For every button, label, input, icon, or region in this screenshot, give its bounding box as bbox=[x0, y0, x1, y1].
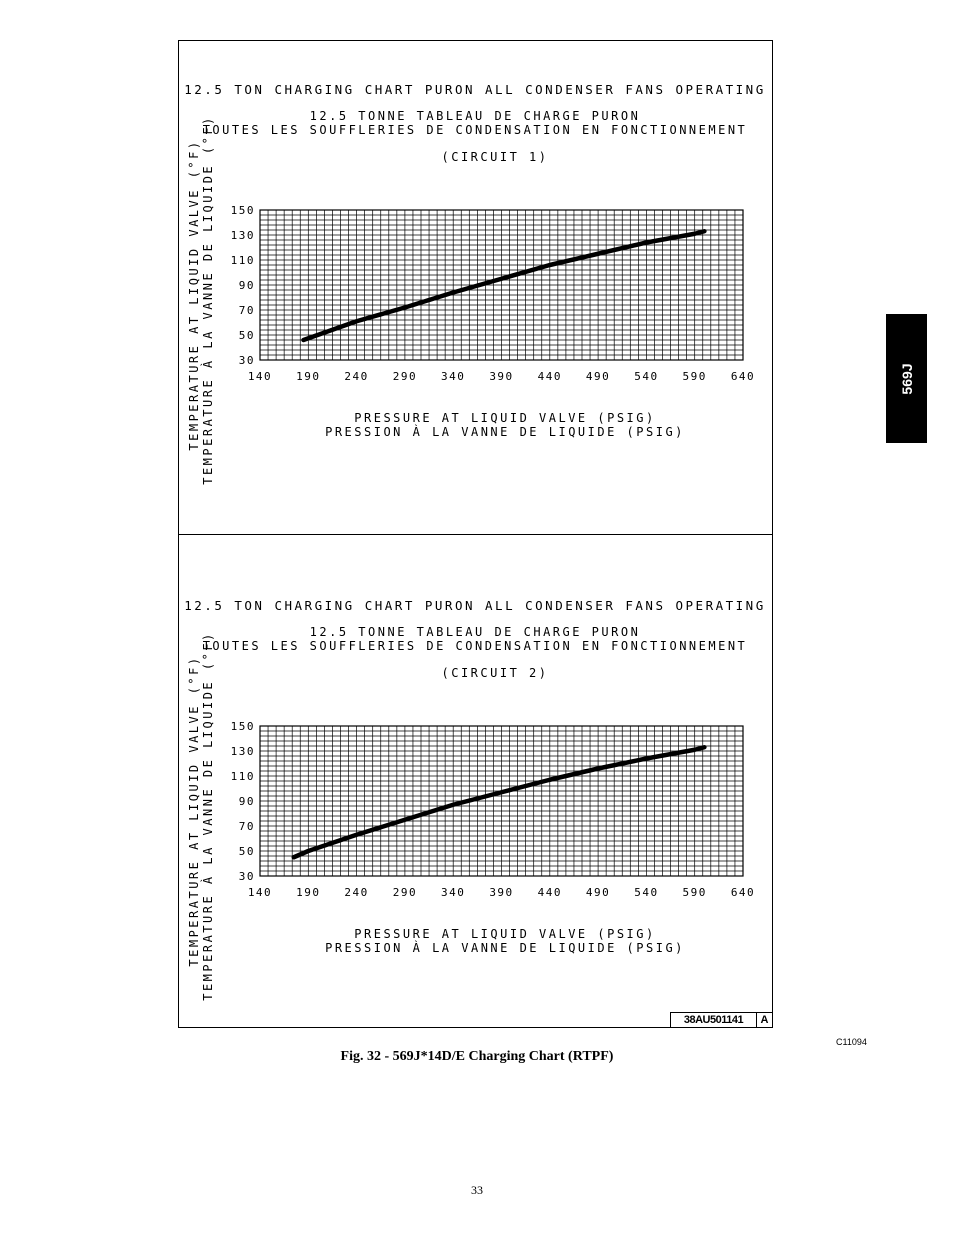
page-number: 33 bbox=[471, 1183, 483, 1197]
y-axis-label-fr: TEMPERATURE À LA VANNE DE LIQUIDE (°F) bbox=[201, 115, 215, 485]
y-axis-label: TEMPERATURE AT LIQUID VALVE (°F) bbox=[187, 139, 201, 451]
chart-subtitle-fr-1: 12.5 TONNE TABLEAU DE CHARGE PURON bbox=[309, 109, 641, 123]
x-axis-label: PRESSURE AT LIQUID VALVE (PSIG) bbox=[354, 927, 656, 941]
x-tick-label: 140 bbox=[247, 370, 273, 383]
chart-title: 12.5 TON CHARGING CHART PURON ALL CONDENSER FANS OPERATING bbox=[184, 82, 766, 97]
y-tick-label: 30 bbox=[238, 354, 255, 367]
chart-grid bbox=[260, 726, 743, 876]
chart-circuit-label: (CIRCUIT 1) bbox=[441, 150, 549, 164]
charging-chart-circuit-1 bbox=[178, 40, 773, 534]
y-tick-label: 110 bbox=[230, 770, 255, 783]
chart-circuit-label: (CIRCUIT 2) bbox=[441, 666, 549, 680]
chart-grid bbox=[260, 210, 743, 360]
y-tick-label: 90 bbox=[238, 279, 255, 292]
x-tick-label: 590 bbox=[682, 886, 707, 899]
chart-subtitle-fr-2: TOUTES LES SOUFFLERIES DE CONDENSATION EN FONCTIONNEMENT bbox=[202, 123, 748, 137]
x-tick-label: 140 bbox=[247, 886, 273, 899]
y-tick-label: 130 bbox=[230, 229, 255, 242]
y-tick-label: 130 bbox=[230, 745, 255, 758]
chart-panel-circuit-2 bbox=[178, 556, 773, 1050]
x-tick-label: 190 bbox=[296, 886, 321, 899]
x-tick-label: 390 bbox=[489, 370, 514, 383]
side-tab-label: 569J bbox=[898, 362, 915, 395]
figure-code: C11094 bbox=[836, 1037, 867, 1047]
y-tick-label: 110 bbox=[230, 254, 255, 267]
x-axis-label-fr: PRESSION À LA VANNE DE LIQUIDE (PSIG) bbox=[325, 941, 685, 955]
y-axis-label: TEMPERATURE AT LIQUID VALVE (°F) bbox=[187, 655, 201, 967]
chart-subtitle-fr-2: TOUTES LES SOUFFLERIES DE CONDENSATION EN FONCTIONNEMENT bbox=[202, 639, 748, 653]
y-tick-label: 150 bbox=[230, 204, 255, 217]
charging-curve bbox=[303, 231, 704, 340]
x-tick-label: 640 bbox=[730, 370, 756, 383]
x-tick-label: 490 bbox=[585, 370, 611, 383]
panel-divider bbox=[178, 534, 773, 535]
y-axis-label-fr: TEMPERATURE À LA VANNE DE LIQUIDE (°F) bbox=[201, 631, 215, 1001]
x-tick-label: 440 bbox=[537, 370, 562, 383]
y-tick-label: 70 bbox=[238, 820, 255, 833]
drawing-number: 38AU501141 bbox=[670, 1012, 757, 1028]
y-tick-label: 70 bbox=[238, 304, 255, 317]
y-tick-label: 50 bbox=[238, 329, 255, 342]
x-tick-label: 390 bbox=[489, 886, 514, 899]
side-tab bbox=[886, 314, 927, 443]
x-tick-label: 340 bbox=[441, 370, 466, 383]
revision-letter: A bbox=[756, 1012, 773, 1028]
x-tick-label: 590 bbox=[682, 370, 707, 383]
x-tick-label: 240 bbox=[344, 886, 369, 899]
y-tick-label: 30 bbox=[238, 870, 255, 883]
y-tick-label: 150 bbox=[230, 720, 255, 733]
x-tick-label: 540 bbox=[634, 370, 659, 383]
chart-title: 12.5 TON CHARGING CHART PURON ALL CONDENSER FANS OPERATING bbox=[184, 598, 766, 613]
x-tick-label: 340 bbox=[441, 886, 466, 899]
x-tick-label: 440 bbox=[537, 886, 562, 899]
figure-caption: Fig. 32 - 569J*14D/E Charging Chart (RTPF) bbox=[340, 1049, 614, 1064]
x-tick-label: 540 bbox=[634, 886, 659, 899]
chart-panel-circuit-1 bbox=[178, 40, 773, 534]
x-tick-label: 290 bbox=[392, 886, 418, 899]
y-tick-label: 90 bbox=[238, 795, 255, 808]
charging-chart-circuit-2 bbox=[178, 556, 773, 1050]
chart-subtitle-fr-1: 12.5 TONNE TABLEAU DE CHARGE PURON bbox=[309, 625, 641, 639]
x-tick-label: 290 bbox=[392, 370, 418, 383]
x-tick-label: 490 bbox=[585, 886, 611, 899]
x-axis-label-fr: PRESSION À LA VANNE DE LIQUIDE (PSIG) bbox=[325, 425, 685, 439]
x-axis-label: PRESSURE AT LIQUID VALVE (PSIG) bbox=[354, 411, 656, 425]
x-tick-label: 640 bbox=[730, 886, 756, 899]
x-tick-label: 240 bbox=[344, 370, 369, 383]
x-tick-label: 190 bbox=[296, 370, 321, 383]
y-tick-label: 50 bbox=[238, 845, 255, 858]
